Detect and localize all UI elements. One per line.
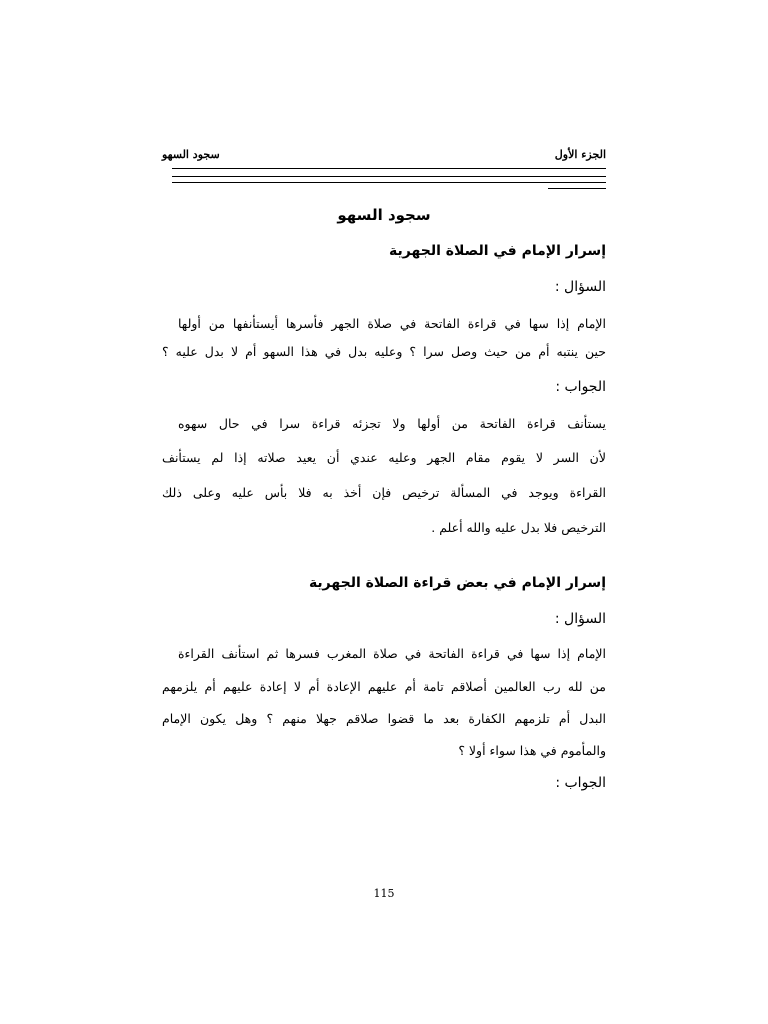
- section-2-question-line-4: والمأموم في هذا سواء أولا ؟: [458, 743, 606, 758]
- page-number: 115: [373, 887, 395, 900]
- section-1-answer-line-3: القراءة ويوجد في المسألة ترخيص فإن أخذ به فلا بأس عليه وعلى ذلك: [162, 485, 606, 500]
- section-2-question-line-3: البدل أم تلزمهم الكفارة بعد ما قضوا صلاقم جهلا منهم ؟ وهل يكون الإمام: [162, 711, 606, 726]
- section-1-answer-line-4: الترخيص فلا بدل عليه والله أعلم .: [431, 520, 606, 535]
- section-2-question-label: السؤال :: [554, 611, 606, 627]
- header-part-title: الجزء الأول: [554, 148, 606, 161]
- header-chapter-title: سجود السهو: [162, 148, 220, 161]
- section-2-question-line-1: الإمام إذا سها في قراءة الفاتحة في صلاة المغرب فسرها ثم استأنف القراءة: [178, 646, 606, 661]
- section-2-question-line-2: من لله رب العالمين أصلاقم تامة أم عليهم الإعادة أم لا إعادة عليهم أم يلزمهم: [162, 679, 606, 694]
- section-1-question-line-2: حين ينتبه أم من حيث وصل سرا ؟ وعليه بدل في هذا السهو أم لا بدل عليه ؟: [162, 344, 606, 359]
- document-page: [162, 0, 606, 1024]
- section-1-question-label: السؤال :: [554, 279, 606, 295]
- header-rule-3: [172, 182, 606, 183]
- section-1-title: إسرار الإمام في الصلاة الجهرية: [389, 243, 606, 259]
- header-rule-short: [548, 188, 606, 189]
- header-rule-1: [172, 168, 606, 169]
- section-1-answer-label: الجواب :: [555, 379, 606, 395]
- section-2-title: إسرار الإمام في بعض قراءة الصلاة الجهرية: [308, 575, 606, 591]
- section-2-answer-label: الجواب :: [555, 775, 606, 791]
- header-rule-2: [172, 176, 606, 177]
- chapter-title: سجود السهو: [337, 206, 431, 224]
- section-1-question-line-1: الإمام إذا سها في قراءة الفاتحة في صلاة الجهر فأسرها أيستأنفها من أولها: [178, 316, 606, 331]
- running-header: [162, 146, 606, 166]
- section-1-answer-line-2: لأن السر لا يقوم مقام الجهر وعليه عندي أن يعيد صلاته إذا لم يستأنف: [162, 450, 606, 465]
- section-1-answer-line-1: يستأنف قراءة الفاتحة من أولها ولا تجزئه قراءة سرا في حال سهوه: [178, 416, 606, 431]
